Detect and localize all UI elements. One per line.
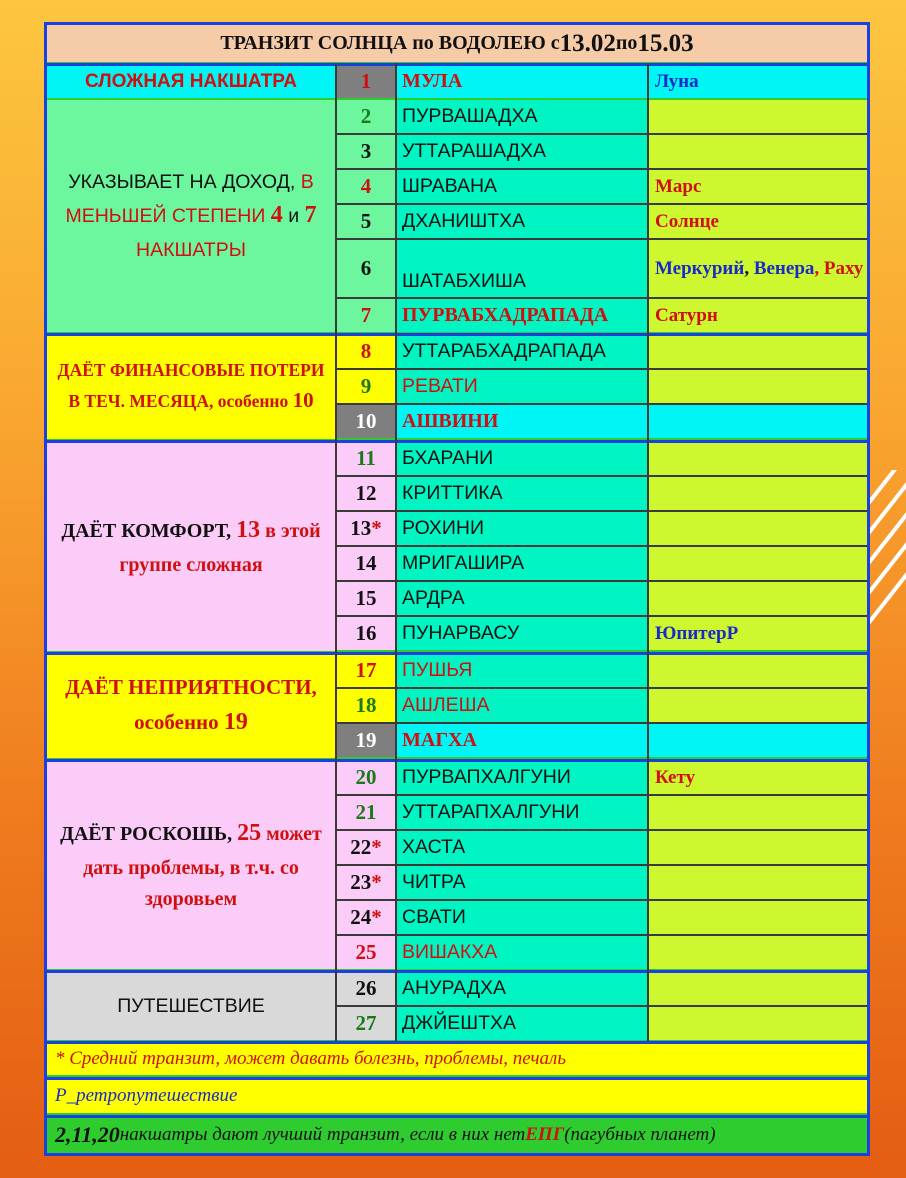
nakshatra-name: РОХИНИ	[397, 512, 647, 545]
nakshatra-name: КРИТТИКА	[397, 477, 647, 510]
nakshatra-name: УТТАРАПХАЛГУНИ	[397, 796, 647, 829]
nakshatra-planet	[649, 547, 867, 580]
page-title: ТРАНЗИТ СОЛНЦА по ВОДОЛЕЮ с 13.02 по 15.03	[47, 25, 867, 62]
note-average-transit: * Средний транзит, может давать болезнь, проблемы, печаль	[47, 1043, 867, 1075]
nakshatra-name: АШЛЕША	[397, 689, 647, 722]
nakshatra-name: ВИШАКХА	[397, 936, 647, 969]
nakshatra-number: 20	[337, 761, 395, 794]
nakshatra-number: 10	[337, 405, 395, 438]
nakshatra-name: АРДРА	[397, 582, 647, 615]
nakshatra-planet	[649, 972, 867, 1005]
nakshatra-planet: Кету	[649, 761, 867, 794]
nakshatra-number: 4	[337, 170, 395, 203]
nakshatra-number: 17	[337, 654, 395, 687]
nakshatra-planet	[649, 442, 867, 475]
nakshatra-number: 15	[337, 582, 395, 615]
nakshatra-planet	[649, 689, 867, 722]
nakshatra-number: 18	[337, 689, 395, 722]
nakshatra-planet: Меркурий, Венера, Раху	[649, 240, 867, 297]
nakshatra-number: 9	[337, 370, 395, 403]
nakshatra-number: 2	[337, 100, 395, 133]
group-troubles: ДАЁТ НЕПРИЯТНОСТИ, особенно 19	[47, 654, 335, 758]
nakshatra-number: 22*	[337, 831, 395, 864]
nakshatra-planet	[649, 724, 867, 757]
nakshatra-number: 21	[337, 796, 395, 829]
note-retro: Р_ретропутешествие	[47, 1079, 867, 1113]
nakshatra-name: БХАРАНИ	[397, 442, 647, 475]
table-grid	[44, 22, 870, 1156]
nakshatra-planet	[649, 796, 867, 829]
note-best-transit: 2,11,20 накшатры дают лучший транзит, если в них нет ЕПГ (пагубных планет)	[47, 1117, 867, 1152]
nakshatra-planet	[649, 654, 867, 687]
nakshatra-name: ЧИТРА	[397, 866, 647, 899]
nakshatra-planet: Сатурн	[649, 299, 867, 332]
group-comfort: ДАЁТ КОМФОРТ, 13 в этой группе сложная	[47, 442, 335, 651]
nakshatra-planet: Луна	[649, 65, 867, 98]
nakshatra-number: 16	[337, 617, 395, 650]
nakshatra-planet	[649, 512, 867, 545]
nakshatra-name: ПУНАРВАСУ	[397, 617, 647, 650]
nakshatra-number: 23*	[337, 866, 395, 899]
nakshatra-planet	[649, 405, 867, 438]
nakshatra-number: 24*	[337, 901, 395, 934]
nakshatra-planet	[649, 582, 867, 615]
nakshatra-planet	[649, 100, 867, 133]
nakshatra-name: ДХАНИШТХА	[397, 205, 647, 238]
nakshatra-planet	[649, 335, 867, 368]
nakshatra-number: 3	[337, 135, 395, 168]
nakshatra-name: АШВИНИ	[397, 405, 647, 438]
nakshatra-number: 11	[337, 442, 395, 475]
nakshatra-number: 27	[337, 1007, 395, 1040]
nakshatra-planet	[649, 1007, 867, 1040]
nakshatra-planet	[649, 831, 867, 864]
nakshatra-name: ПУРВАБХАДРАПАДА	[397, 299, 647, 332]
nakshatra-number: 6	[337, 240, 395, 297]
nakshatra-number: 8	[337, 335, 395, 368]
nakshatra-name: ДЖЙЕШТХА	[397, 1007, 647, 1040]
nakshatra-name: АНУРАДХА	[397, 972, 647, 1005]
nakshatra-planet	[649, 901, 867, 934]
group-income: УКАЗЫВАЕТ НА ДОХОД, В МЕНЬШЕЙ СТЕПЕНИ 4 и 7 НАКШАТРЫ	[47, 100, 335, 332]
nakshatra-number: 19	[337, 724, 395, 757]
nakshatra-name: УТТАРАШАДХА	[397, 135, 647, 168]
nakshatra-name: ПУРВАШАДХА	[397, 100, 647, 133]
nakshatra-planet	[649, 135, 867, 168]
group-complex: СЛОЖНАЯ НАКШАТРА	[47, 65, 335, 98]
nakshatra-name: ШАТАБХИША	[397, 240, 647, 297]
nakshatra-planet	[649, 370, 867, 403]
nakshatra-planet: Солнце	[649, 205, 867, 238]
nakshatra-number: 1	[337, 65, 395, 98]
nakshatra-planet: ЮпитерР	[649, 617, 867, 650]
nakshatra-number: 12	[337, 477, 395, 510]
nakshatra-name: МАГХА	[397, 724, 647, 757]
nakshatra-name: ПУШЬЯ	[397, 654, 647, 687]
group-luxury: ДАЁТ РОСКОШЬ, 25 может дать проблемы, в т.ч. со здоровьем	[47, 761, 335, 969]
nakshatra-number: 13*	[337, 512, 395, 545]
group-travel: ПУТЕШЕСТВИЕ	[47, 972, 335, 1040]
nakshatra-planet	[649, 866, 867, 899]
transit-table	[44, 22, 870, 1156]
nakshatra-planet: Марс	[649, 170, 867, 203]
nakshatra-name: ХАСТА	[397, 831, 647, 864]
nakshatra-name: МУЛА	[397, 65, 647, 98]
group-losses: ДАЁТ ФИНАНСОВЫЕ ПОТЕРИ В ТЕЧ. МЕСЯЦА, особенно 10	[47, 335, 335, 439]
nakshatra-name: ПУРВАПХАЛГУНИ	[397, 761, 647, 794]
nakshatra-name: СВАТИ	[397, 901, 647, 934]
nakshatra-number: 7	[337, 299, 395, 332]
nakshatra-name: МРИГАШИРА	[397, 547, 647, 580]
nakshatra-planet	[649, 936, 867, 969]
nakshatra-name: ШРАВАНА	[397, 170, 647, 203]
nakshatra-number: 26	[337, 972, 395, 1005]
nakshatra-name: РЕВАТИ	[397, 370, 647, 403]
nakshatra-name: УТТАРАБХАДРАПАДА	[397, 335, 647, 368]
nakshatra-number: 5	[337, 205, 395, 238]
nakshatra-planet	[649, 477, 867, 510]
nakshatra-number: 25	[337, 936, 395, 969]
nakshatra-number: 14	[337, 547, 395, 580]
